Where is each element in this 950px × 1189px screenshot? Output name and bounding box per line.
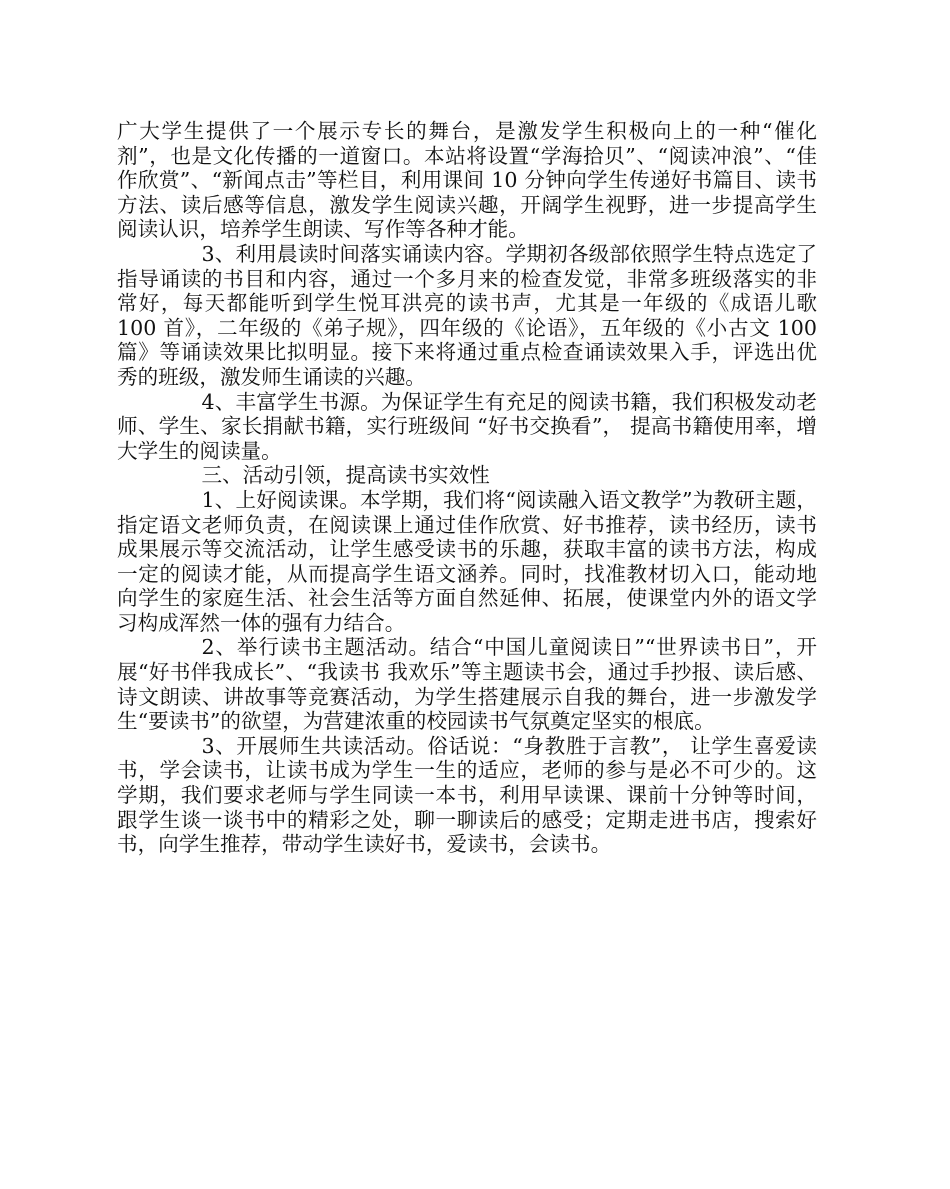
paragraph-intro-continuation: 广大学生提供了一个展示专长的舞台，是激发学生积极向上的一种“催化剂”，也是文化传播的一道窗口。本站将设置“学海拾贝”、“阅读冲浪”、“佳作欣赏”、“新闻点击”等栏目，利用课间 10 分钟向学生传递好书篇目、读书方法、读后感等信息，激发学生阅读兴趣，开阔学生视野，进一步提高学生阅读认识，培养学生朗读、写作等各种才能。 — [117, 119, 817, 242]
paragraph-morning-reading: 3、利用晨读时间落实诵读内容。学期初各级部依照学生特点选定了指导诵读的书目和内容，通过一个多月来的检查发觉，非常多班级落实的非常好，每天都能听到学生悦耳洪亮的读书声，尤其是一年级的《成语儿歌 100 首》，二年级的《弟子规》，四年级的《论语》，五年级的《小古文 100 篇》等诵读效果比拟明显。接下来将通过重点检查诵读效果入手，评选出优秀的班级，激发师生诵读的兴趣。 — [117, 241, 817, 389]
section-heading-activities: 三、活动引领，提高读书实效性 — [201, 463, 490, 488]
paragraph-reading-class: 1、上好阅读课。本学期，我们将“阅读融入语文教学”为教研主题，指定语文老师负责，在阅读课上通过佳作欣赏、好书推荐，读书经历，读书成果展示等交流活动，让学生感受读书的乐趣，获取丰富的读书方法，构成一定的阅读才能，从而提高学生语文涵养。同时，找准教材切入口，能动地向学生的家庭生活、社会生活等方面自然延伸、拓展，使课堂内外的语文学习构成浑然一体的强有力结合。 — [117, 487, 817, 635]
document-page — [117, 119, 817, 857]
paragraph-theme-activities: 2、举行读书主题活动。结合“中国儿童阅读日”“世界读书日”，开展“好书伴我成长”、“我读书 我欢乐”等主题读书会，通过手抄报、读后感、诗文朗读、讲故事等竞赛活动，为学生搭建展示自我的舞台，进一步激发学生“要读书”的欲望，为营建浓重的校园读书气氛奠定坚实的根底。 — [117, 635, 817, 734]
paragraph-shared-reading: 3、开展师生共读活动。俗话说：“身教胜于言教”， 让学生喜爱读书，学会读书，让读书成为学生一生的适应，老师的参与是必不可少的。这学期，我们要求老师与学生同读一本书，利用早读课、课前十分钟等时间，跟学生谈一谈书中的精彩之处，聊一聊读后的感受；定期走进书店，搜索好书，向学生推荐，带动学生读好书，爱读书，会读书。 — [117, 733, 817, 857]
paragraph-book-sources: 4、丰富学生书源。为保证学生有充足的阅读书籍，我们积极发动老师、学生、家长捐献书籍，实行班级间 “好书交换看”， 提高书籍使用率，增大学生的阅读量。 — [117, 389, 817, 463]
